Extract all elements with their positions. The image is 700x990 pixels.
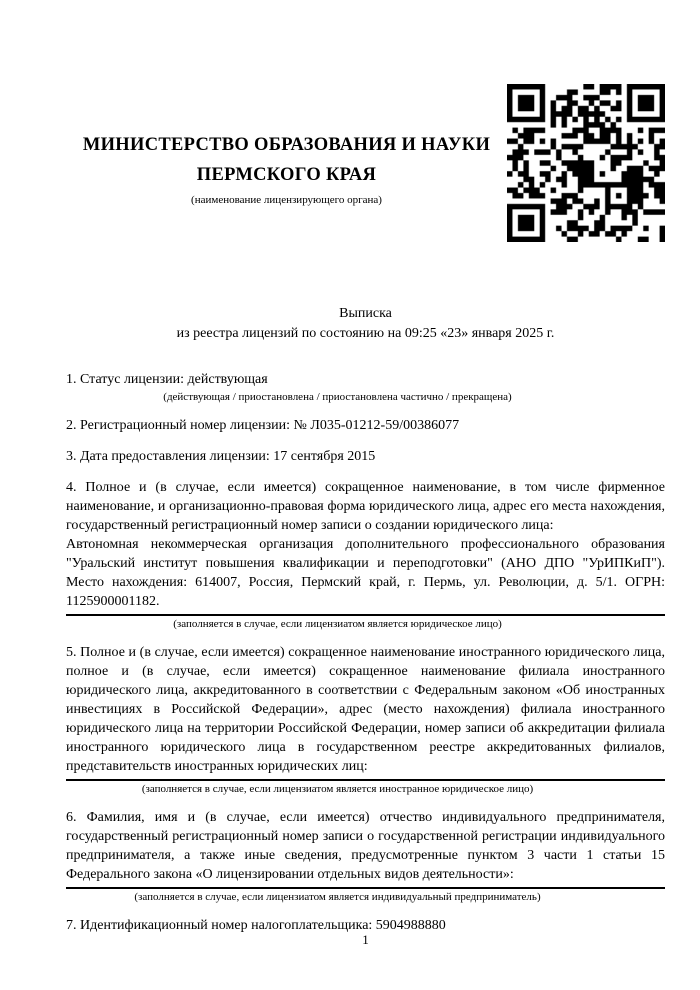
item-note: (заполняется в случае, если лицензиатом является иностранное юридическое лицо) bbox=[141, 783, 534, 795]
licensing-authority bbox=[66, 84, 507, 207]
item-individual-entrepreneur bbox=[66, 808, 665, 904]
item-value: Автономная некоммерческая организация дополнительного профессионального образования "Уральский институт повышения квалификации и переподготовки" (АНО ДПО "УрИПКиП"). Место нахождения: 614007, Россия, Пермский край, г. Пермь, ул. Революции, д. 5/1. ОГРН: 1125900001182. bbox=[66, 537, 665, 609]
blank-field-line bbox=[66, 779, 665, 781]
item-note: (действующая / приостановлена / приостановлена частично / прекращена) bbox=[163, 391, 512, 403]
item-license-status bbox=[66, 370, 665, 404]
title-line1: Выписка bbox=[339, 306, 392, 321]
qr-code-icon bbox=[507, 84, 665, 242]
item-note: (заполняется в случае, если лицензиатом является юридическое лицо) bbox=[173, 618, 502, 630]
item-text: 3. Дата предоставления лицензии: 17 сентября 2015 bbox=[66, 449, 376, 464]
item-text: 4. Полное и (в случае, если имеется) сокращенное наименование, в том числе фирменное наименование, и организационно-правовая форма юридического лица, адрес его места нахождения, государственный регистрационный номер записи о создании юридического лица: bbox=[66, 480, 665, 533]
item-text: 7. Идентификационный номер налогоплательщика: 5904988880 bbox=[66, 918, 446, 933]
item-text: 1. Статус лицензии: действующая bbox=[66, 372, 268, 387]
page-number: 1 bbox=[362, 932, 369, 947]
ministry-name-line1: МИНИСТЕРСТВО ОБРАЗОВАНИЯ И НАУКИ bbox=[82, 135, 491, 155]
title-line2: из реестра лицензий по состоянию на 09:25 «23» января 2025 г. bbox=[176, 325, 555, 341]
item-foreign-entity bbox=[66, 643, 665, 796]
item-text: 6. Фамилия, имя и (в случае, если имеется) отчество индивидуального предпринимателя, государственный регистрационный номер записи о государственной регистрации индивидуального предпринимателя, а также иные сведения, предусмотренные пунктом 3 части 1 статьи 15 Федерального закона «О лицензировании отдельных видов деятельности»: bbox=[66, 810, 665, 882]
item-legal-entity bbox=[66, 478, 665, 631]
blank-field-line bbox=[66, 887, 665, 889]
document-header bbox=[66, 84, 665, 242]
item-grant-date bbox=[66, 447, 665, 466]
ministry-name-line2: ПЕРМСКОГО КРАЯ bbox=[196, 165, 377, 185]
item-text: 5. Полное и (в случае, если имеется) сокращенное наименование иностранного юридического лица, полное и (в случае, если имеется) сокращенное наименование филиала иностранного юридического лица, аккредитованного в соответствии с Федеральным законом «Об иностранных инвестициях в Российской Федерации», адрес (место нахождения) филиала иностранного юридического лица на территории Российской Федерации, номер записи об аккредитации филиала иностранного юридического лица в государственном реестре аккредитованных филиалов, представительств иностранных юридических лиц: bbox=[66, 645, 665, 774]
item-text: 2. Регистрационный номер лицензии: № Л035-01212-59/00386077 bbox=[66, 418, 460, 433]
license-items bbox=[66, 370, 665, 935]
authority-caption: (наименование лицензирующего органа) bbox=[191, 194, 382, 206]
item-note: (заполняется в случае, если лицензиатом является индивидуальный предприниматель) bbox=[134, 891, 541, 903]
document-title bbox=[66, 304, 665, 343]
item-registration-number bbox=[66, 416, 665, 435]
blank-field-line bbox=[66, 614, 665, 616]
